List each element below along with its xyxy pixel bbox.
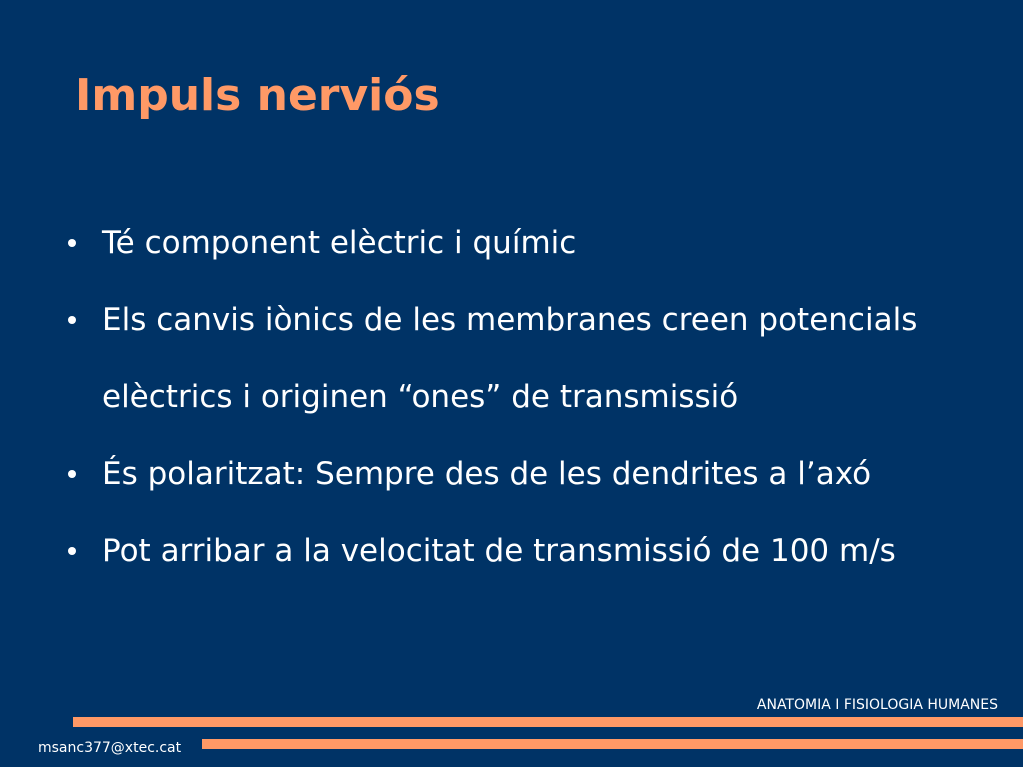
bullet-dot-icon <box>68 316 76 324</box>
footer-course-title: ANATOMIA I FISIOLOGIA HUMANES <box>756 697 998 713</box>
footer-divider-top <box>73 717 1023 727</box>
footer-email: msanc377@xtec.cat <box>38 740 182 756</box>
bullet-text: Pot arribar a la velocitat de transmissió de 100 m/s <box>102 533 896 569</box>
bullet-dot-icon <box>68 547 76 555</box>
bullet-text: És polaritzat: Sempre des de les dendrites a l’axó <box>102 456 872 492</box>
bullet-text: Té component elèctric i químic <box>102 225 577 261</box>
bullet-dot-icon <box>68 239 76 247</box>
bullet-dot-icon <box>68 470 76 478</box>
bullet-text-continuation: elèctrics i originen “ones” de transmissió <box>102 379 739 415</box>
footer-divider-bottom <box>202 739 1023 749</box>
bullet-item <box>68 513 998 590</box>
bullet-item <box>68 282 998 436</box>
slide-title: Impuls nerviós <box>75 70 440 121</box>
bullet-text: Els canvis iònics de les membranes creen potencials <box>102 302 918 338</box>
bullet-list <box>68 205 998 590</box>
bullet-item <box>68 205 998 282</box>
bullet-item <box>68 436 998 513</box>
